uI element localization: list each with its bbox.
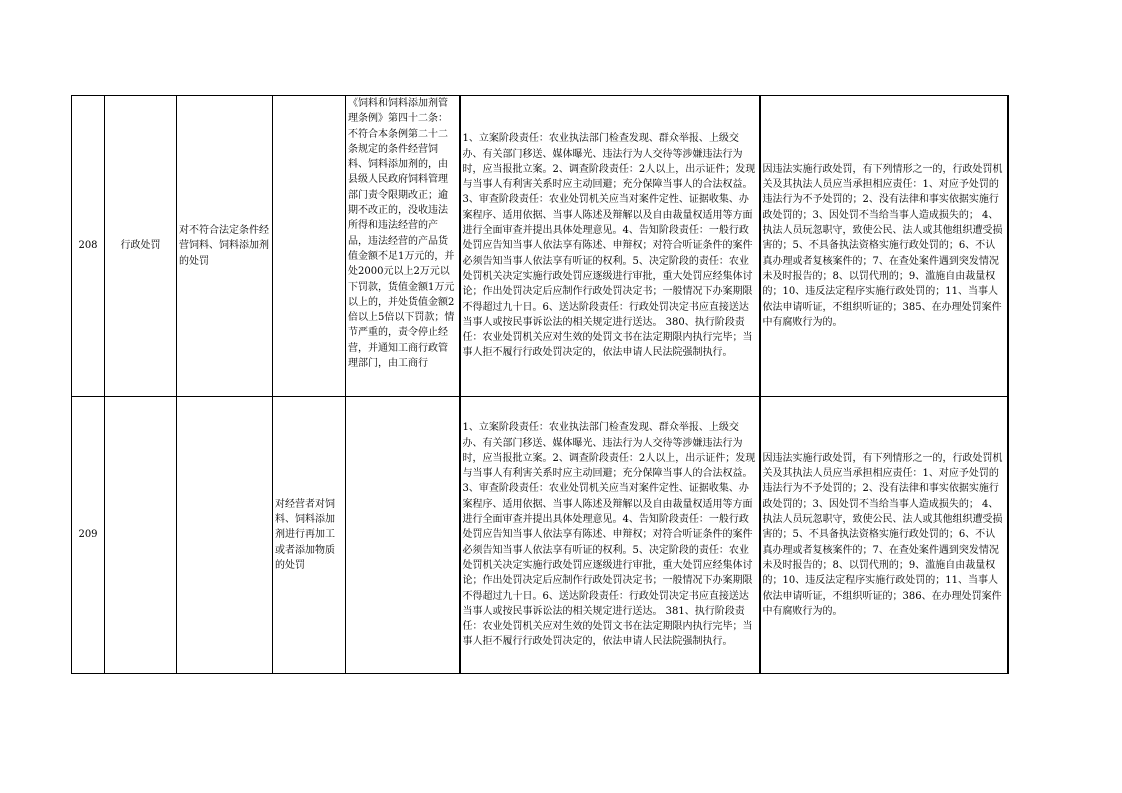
row-number: 209: [72, 397, 105, 674]
power-name-secondary: 对经营者对饲料、饲料添加剂进行再加工或者添加物质的处罚: [273, 397, 346, 674]
responsibility-stages: 1、立案阶段责任：农业执法部门检查发现、群众举报、上级交办、有关部门移送、媒体曝光、违法行为人交待等涉嫌违法行为时，应当报批立案。2、调查阶段责任：2人以上，出示证件；发现与当事人有利害关系时应主动回避；充分保障当事人的合法权益。3、审查阶段责任：农业处罚机关应当对案件定性、证据收集、办案程序、适用依据、当事人陈述及辩解以及自由裁量权适用等方面进行全面审查并提出具体处理意见。4、告知阶段责任：一般行政处罚应告知当事人依法享有陈述、申辩权；对符合听证条件的案件必须告知当事人依法享有听证的权利。5、决定阶段的责任：农业处罚机关决定实施行政处罚应逐级进行审批，重大处罚应经集体讨论；作出处罚决定后应制作行政处罚决定书；一般情况下办案期限不得超过九十日。6、送达阶段责任：行政处罚决定书应直接送达当事人或按民事诉讼法的相关规定进行送达。 380、执行阶段责任：农业处罚机关应对生效的处罚文书在法定期限内执行完毕；当事人拒不履行行政处罚决定的，依法申请人民法院强制执行。: [460, 96, 760, 397]
power-type: 行政处罚: [105, 96, 177, 397]
power-name-primary: 对不符合法定条件经营饲料、饲料添加剂的处罚: [177, 96, 273, 397]
accountability-cases: 因违法实施行政处罚，有下列情形之一的，行政处罚机关及其执法人员应当承担相应责任：1、对应予处罚的违法行为不予处罚的；2、没有法律和事实依据实施行政处罚的；3、因处罚不当给当事人造成损失的； 4、执法人员玩忽职守，致使公民、法人或其他组织遭受损害的；5、不具备执法资格实施行政处罚的；6、不认真办理或者复核案件的；7、在查处案件遇到突发情况未及时报告的；8、以罚代刑的；9、滥施自由裁量权的；10、违反法定程序实施行政处罚的；11、当事人依法申请听证，不组织听证的；386、在办理处罚案件中有腐败行为的。: [760, 397, 1008, 674]
responsibility-stages: 1、立案阶段责任：农业执法部门检查发现、群众举报、上级交办、有关部门移送、媒体曝光、违法行为人交待等涉嫌违法行为时，应当报批立案。2、调查阶段责任：2人以上，出示证件；发现与当事人有利害关系时应主动回避；充分保障当事人的合法权益。3、审查阶段责任：农业处罚机关应当对案件定性、证据收集、办案程序、适用依据、当事人陈述及辩解以及自由裁量权适用等方面进行全面审查并提出具体处理意见。4、告知阶段责任：一般行政处罚应告知当事人依法享有陈述、申辩权；对符合听证条件的案件必须告知当事人依法享有听证的权利。5、决定阶段的责任：农业处罚机关决定实施行政处罚应逐级进行审批，重大处罚应经集体讨论；作出处罚决定后应制作行政处罚决定书；一般情况下办案期限不得超过九十日。6、送达阶段责任：行政处罚决定书应直接送达当事人或按民事诉讼法的相关规定进行送达。 381、执行阶段责任：农业处罚机关应对生效的处罚文书在法定期限内执行完毕；当事人拒不履行行政处罚决定的，依法申请人民法院强制执行。: [460, 397, 760, 674]
accountability-cases: 因违法实施行政处罚，有下列情形之一的，行政处罚机关及其执法人员应当承担相应责任：1、对应予处罚的违法行为不予处罚的；2、没有法律和事实依据实施行政处罚的；3、因处罚不当给当事人造成损失的； 4、执法人员玩忽职守，致使公民、法人或其他组织遭受损害的；5、不具备执法资格实施行政处罚的；6、不认真办理或者复核案件的；7、在查处案件遇到突发情况未及时报告的；8、以罚代刑的；9、滥施自由裁量权的；10、违反法定程序实施行政处罚的；11、当事人依法申请听证，不组织听证的；385、在办理处罚案件中有腐败行为的。: [760, 96, 1008, 397]
legal-basis: [346, 397, 460, 674]
power-type: [105, 397, 177, 674]
legal-basis-text: 《饲料和饲料添加剂管理条例》第四十二条：不符合本条例第二十二条规定的条件经营饲料、饲料添加剂的，由县级人民政府饲料管理部门责令限期改正；逾期不改正的，没收违法所得和违法经营的产品，违法经营的产品货值金额不足1万元的，并处2000元以上2万元以下罚款，货值金额1万元以上的，并处货值金额2倍以上5倍以下罚款；情节严重的，责令停止经营，并通知工商行政管理部门，由工商行: [348, 98, 455, 370]
table-row: [72, 96, 1008, 397]
legal-basis: [346, 96, 460, 397]
table-row: [72, 397, 1008, 674]
power-name-primary: [177, 397, 273, 674]
power-name-secondary: [273, 96, 346, 397]
row-number: 208: [72, 96, 105, 397]
power-list-table: [71, 95, 1009, 674]
